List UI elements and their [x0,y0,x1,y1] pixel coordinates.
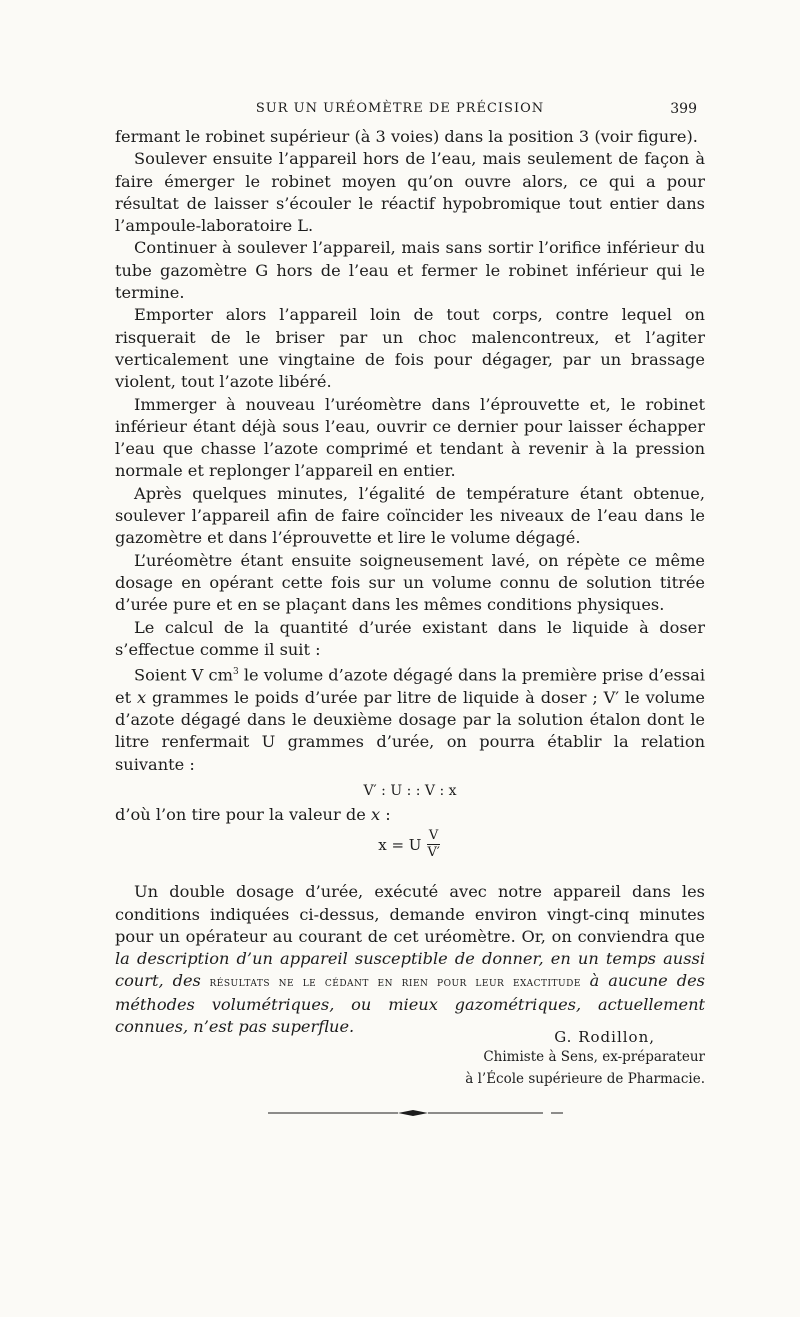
paragraph-conclusion [115,881,705,1038]
paragraph: Immerger à nouveau l’uréomètre dans l’éprouvette et, le robinet inférieur étant déjà sous l’eau, ouvrir ce dernier pour laisser échapper l’eau que chasse l’azote comprimé et tendant à revenir à la pression normale et replonger l’appareil en entier. [115,394,705,481]
text-run: : [380,805,391,824]
fraction-denominator: V′ [427,845,440,861]
variable-x: x [136,687,147,707]
author-name: G. Rodillon, [554,1028,655,1046]
end-ornament [268,1109,568,1117]
fraction [425,828,441,861]
paragraph: Emporter alors l’appareil loin de tout corps, contre lequel on risquerait de le briser par un choc malencontreux, et l’agiter verticalement une vingtaine de fois pour dégager, par un brassage violent, tout l’azote libéré. [115,305,705,392]
text-run: d’où l’on tire pour la valeur de [115,805,371,824]
text-run: grammes le poids d’urée par litre de liquide à doser ; V′ le volume d’azote dégagé dans le deuxième dosage par la solution étalon dont le litre renfermait U grammes d’urée, on pourra établir la relation suivante : [115,687,705,774]
author-affiliation: à l’École supérieure de Pharmacie. [465,1071,705,1087]
superscript: 3 [232,667,239,678]
paragraph: fermant le robinet supérieur (à 3 voies) dans la position 3 (voir figure). [115,127,698,146]
body-text [115,126,705,1038]
author-title: Chimiste à Sens, ex-préparateur [483,1049,705,1065]
formula-fraction [115,828,705,861]
paragraph: Continuer à soulever l’appareil, mais sans sortir l’orifice inférieur du tube gazomètre G hors de l’eau et fermer le robinet inférieur qui le termine. [115,238,705,303]
fraction-numerator: V [428,828,439,844]
paragraph: Après quelques minutes, l’égalité de température étant obtenue, soulever l’appareil afin de faire coïncider les niveaux de l’eau dans le gazomètre et dans l’éprouvette et lire le volume dégagé. [115,483,705,548]
paragraph: L’uréomètre étant ensuite soigneusement lavé, on répète ce même dosage en opérant cette fois sur un volume connu de solution titrée d’urée pure et en se plaçant dans les mêmes conditions physiques. [115,550,705,615]
paragraph: Soulever ensuite l’appareil hors de l’eau, mais seulement de façon à faire émerger le robinet moyen qu’on ouvre alors, ce qui a pour résultat de laisser s’écouler le réactif hypobromique tout entier dans l’ampoule-laboratoire L. [115,149,705,236]
formula-proportion: V′ : U : : V : x [363,783,457,799]
italic-run: la description d’un appareil susceptible de donner, en un temps aussi court, des [115,949,705,991]
text-run: Un double dosage d’urée, exécuté avec notre appareil dans les conditions indiquées ci-dessus, demande environ vingt-cinq minutes pour un opérateur au courant de cet uréomètre. Or, on conviendra que [115,882,705,946]
formula-lhs: x = U [378,835,422,854]
running-head: SUR UN URÉOMÈTRE DE PRÉCISION [255,101,545,116]
text-run: Soient V cm [134,665,233,685]
text-run: le volume d’azote dégagé dans la première prise d’essai et [115,665,705,707]
variable-x: x [370,805,381,824]
small-caps-run: résultats ne le cédant en rien pour leur exactitude [200,974,590,991]
paragraph-soient [115,661,705,776]
paragraph: Le calcul de la quantité d’urée existant dans le liquide à doser s’effectue comme il suit : [115,617,705,659]
page-header [0,101,800,121]
italic-run: à aucune des méthodes volumétriques, ou mieux gazométriques, actuellement connues, n’est pas superflue. [115,971,705,1037]
paragraph-dou [115,804,705,826]
signature-block [115,1028,705,1090]
page-number: 399 [670,101,697,117]
